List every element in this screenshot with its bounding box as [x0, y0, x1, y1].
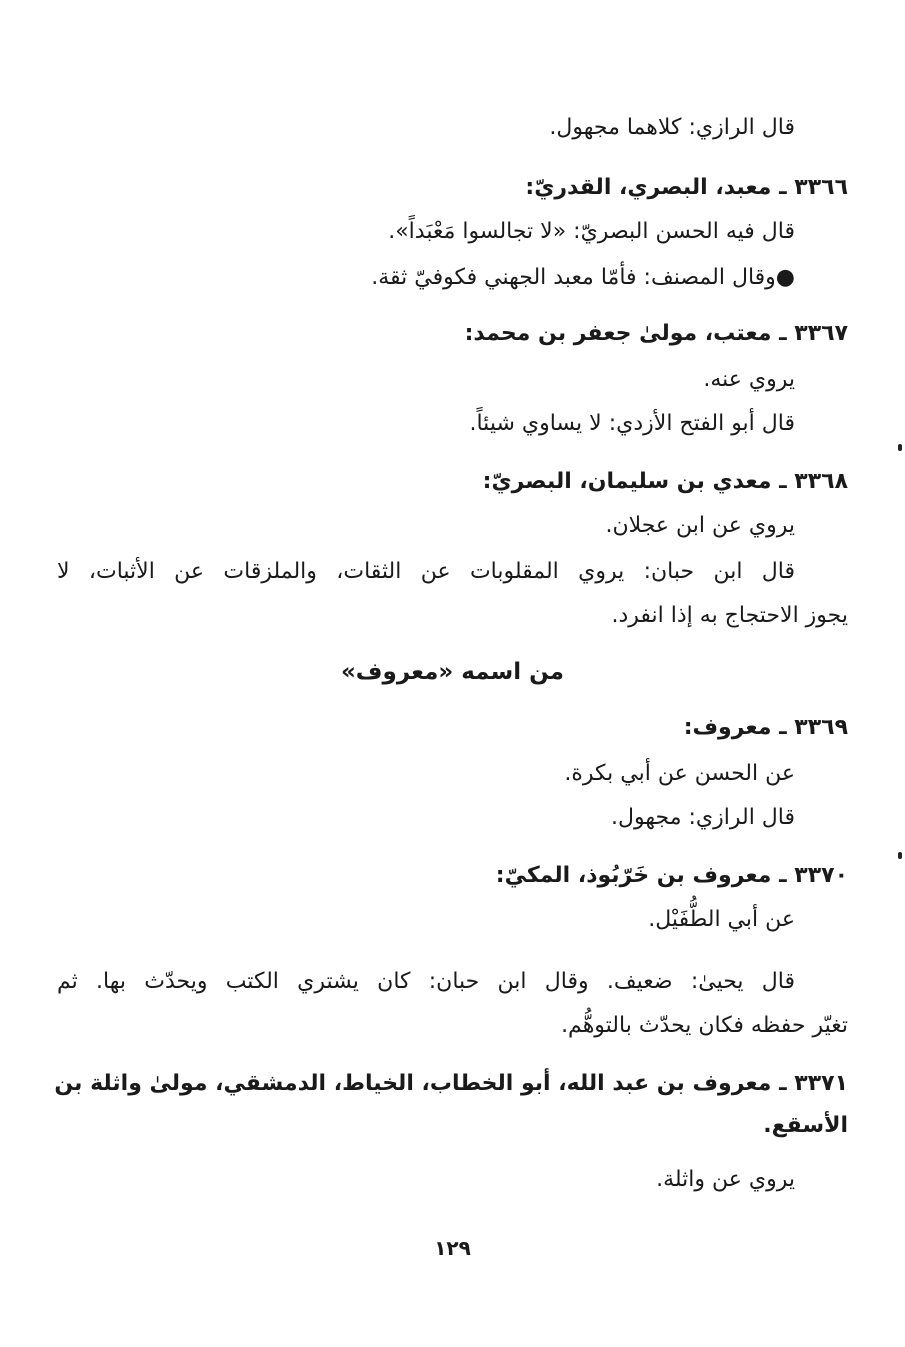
entry-heading-3367: ٣٣٦٧ ـ معتب، مولىٰ جعفر بن محمد:: [464, 321, 848, 346]
text-line: يجوز الاحتجاج به إذا انفرد.: [611, 603, 848, 628]
text-line: قال يحيىٰ: ضعيف. وقال ابن حبان: كان يشتري الكتب ويحدّث بها. ثم: [57, 969, 795, 994]
entry-heading-3371: ٣٣٧١ ـ معروف بن عبد الله، أبو الخطاب، الخياط، الدمشقي، مولىٰ واثلة بن: [54, 1071, 848, 1096]
author-note: ●وقال المصنف: فأمّا معبد الجهني فكوفيّ ثقة.: [371, 265, 795, 290]
scan-mark: [898, 444, 902, 451]
page-number: ١٢٩: [434, 1236, 471, 1260]
text-line: يروي عنه.: [703, 367, 795, 392]
text-line: قال فيه الحسن البصريّ: «لا تجالسوا مَعْبَداً».: [388, 219, 795, 244]
entry-heading-3369: ٣٣٦٩ ـ معروف:: [683, 715, 848, 740]
section-heading: من اسمه «معروف»: [340, 659, 565, 685]
text-line: عن الحسن عن أبي بكرة.: [564, 761, 795, 786]
entry-heading-3366: ٣٣٦٦ ـ معبد، البصري، القدريّ:: [525, 175, 848, 200]
text-line: يروي عن ابن عجلان.: [605, 513, 795, 538]
text-line: قال الرازي: مجهول.: [611, 805, 795, 830]
text-line: قال الرازي: كلاهما مجهول.: [549, 115, 795, 140]
entry-heading-3370: ٣٣٧٠ ـ معروف بن خَرّبُوذ، المكيّ:: [495, 863, 848, 888]
scan-mark: [898, 852, 902, 859]
text-line: قال ابن حبان: يروي المقلوبات عن الثقات، والملزقات عن الأثبات، لا: [57, 559, 795, 584]
text-line: تغيّر حفظه فكان يحدّث بالتوهُّم.: [561, 1013, 848, 1038]
text-line: قال أبو الفتح الأزدي: لا يساوي شيئاً.: [469, 411, 795, 436]
text-line: عن أبي الطُّفَيْل.: [648, 907, 795, 932]
entry-heading-3368: ٣٣٦٨ ـ معدي بن سليمان، البصريّ:: [482, 469, 848, 494]
text-line: يروي عن واثلة.: [656, 1167, 795, 1192]
entry-heading-3371-cont: الأسقع.: [763, 1113, 848, 1138]
